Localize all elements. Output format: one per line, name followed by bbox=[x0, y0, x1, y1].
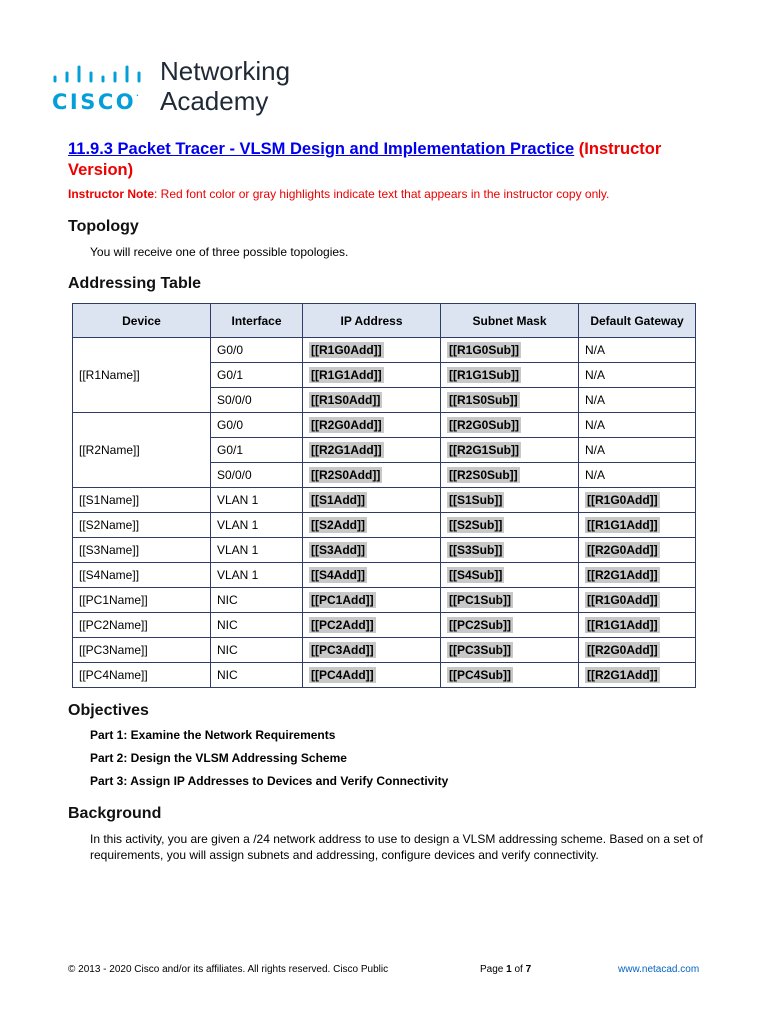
ip-cell: [[PC4Add]] bbox=[303, 663, 441, 688]
table-row bbox=[73, 513, 696, 538]
device-cell: [[S3Name]] bbox=[73, 538, 211, 563]
background-text: In this activity, you are given a /24 network address to use to design a VLSM addressing scheme. Based on a set of requirements, you will assign subnets and addressing, configure devices and verify connectivity. bbox=[90, 832, 703, 862]
mask-cell: [[R2G1Sub]] bbox=[441, 438, 579, 463]
interface-cell: G0/1 bbox=[211, 438, 303, 463]
mask-cell: [[R1G0Sub]] bbox=[441, 338, 579, 363]
objectives-heading: Objectives bbox=[68, 702, 149, 719]
gateway-cell: N/A bbox=[579, 413, 696, 438]
mask-cell: [[S2Sub]] bbox=[441, 513, 579, 538]
table-row bbox=[73, 538, 696, 563]
objective-item: Part 2: Design the VLSM Addressing Scheme bbox=[90, 751, 347, 765]
device-cell: [[PC3Name]] bbox=[73, 638, 211, 663]
background-heading: Background bbox=[68, 805, 162, 822]
device-cell: [[S1Name]] bbox=[73, 488, 211, 513]
logo-academy-text: Academy bbox=[160, 86, 269, 116]
title-version: (Instructor Version) bbox=[68, 140, 662, 179]
gateway-cell: N/A bbox=[579, 338, 696, 363]
mask-cell: [[R2S0Sub]] bbox=[441, 463, 579, 488]
gateway-cell: N/A bbox=[579, 363, 696, 388]
mask-cell: [[R1S0Sub]] bbox=[441, 388, 579, 413]
interface-cell: VLAN 1 bbox=[211, 538, 303, 563]
objective-item: Part 3: Assign IP Addresses to Devices and Verify Connectivity bbox=[90, 774, 449, 788]
device-cell: [[R1Name]] bbox=[73, 338, 211, 413]
mask-cell: [[PC4Sub]] bbox=[441, 663, 579, 688]
mask-cell: [[S1Sub]] bbox=[441, 488, 579, 513]
table-row bbox=[73, 638, 696, 663]
interface-cell: NIC bbox=[211, 663, 303, 688]
header-subnet-mask: Subnet Mask bbox=[441, 304, 579, 338]
page-title bbox=[68, 139, 718, 181]
table-row bbox=[73, 488, 696, 513]
mask-cell: [[S4Sub]] bbox=[441, 563, 579, 588]
instructor-note bbox=[68, 187, 609, 201]
interface-cell: S0/0/0 bbox=[211, 463, 303, 488]
ip-cell: [[S1Add]] bbox=[303, 488, 441, 513]
mask-cell: [[PC3Sub]] bbox=[441, 638, 579, 663]
table-row bbox=[73, 613, 696, 638]
gateway-cell: [[R2G1Add]] bbox=[579, 663, 696, 688]
gateway-cell: [[R1G1Add]] bbox=[579, 613, 696, 638]
gateway-cell: N/A bbox=[579, 438, 696, 463]
footer-url-link[interactable]: www.netacad.com bbox=[618, 964, 700, 975]
objectives-list bbox=[90, 728, 448, 797]
mask-cell: [[R2G0Sub]] bbox=[441, 413, 579, 438]
cisco-wordmark: CISCO. bbox=[52, 90, 139, 114]
gateway-cell: N/A bbox=[579, 388, 696, 413]
header-interface: Interface bbox=[211, 304, 303, 338]
cisco-bars-icon bbox=[52, 64, 146, 84]
device-cell: [[R2Name]] bbox=[73, 413, 211, 488]
device-cell: [[PC4Name]] bbox=[73, 663, 211, 688]
interface-cell: S0/0/0 bbox=[211, 388, 303, 413]
table-row bbox=[73, 563, 696, 588]
interface-cell: G0/0 bbox=[211, 338, 303, 363]
addressing-table bbox=[72, 303, 696, 688]
ip-cell: [[R1S0Add]] bbox=[303, 388, 441, 413]
topology-text: You will receive one of three possible topologies. bbox=[90, 245, 349, 259]
table-row bbox=[73, 338, 696, 363]
device-cell: [[PC2Name]] bbox=[73, 613, 211, 638]
mask-cell: [[PC2Sub]] bbox=[441, 613, 579, 638]
header-ip-address: IP Address bbox=[303, 304, 441, 338]
device-cell: [[S4Name]] bbox=[73, 563, 211, 588]
mask-cell: [[PC1Sub]] bbox=[441, 588, 579, 613]
ip-cell: [[R2S0Add]] bbox=[303, 463, 441, 488]
gateway-cell: [[R2G0Add]] bbox=[579, 538, 696, 563]
gateway-cell: N/A bbox=[579, 463, 696, 488]
interface-cell: NIC bbox=[211, 613, 303, 638]
gateway-cell: [[R1G0Add]] bbox=[579, 588, 696, 613]
title-link[interactable]: 11.9.3 Packet Tracer - VLSM Design and Implementation Practice bbox=[68, 140, 575, 158]
header-device: Device bbox=[73, 304, 211, 338]
device-cell: [[S2Name]] bbox=[73, 513, 211, 538]
table-row bbox=[73, 588, 696, 613]
mask-cell: [[S3Sub]] bbox=[441, 538, 579, 563]
gateway-cell: [[R1G1Add]] bbox=[579, 513, 696, 538]
ip-cell: [[PC1Add]] bbox=[303, 588, 441, 613]
ip-cell: [[PC3Add]] bbox=[303, 638, 441, 663]
footer-copyright: © 2013 - 2020 Cisco and/or its affiliates. All rights reserved. Cisco Public bbox=[68, 964, 389, 975]
interface-cell: G0/0 bbox=[211, 413, 303, 438]
interface-cell: NIC bbox=[211, 588, 303, 613]
ip-cell: [[S2Add]] bbox=[303, 513, 441, 538]
interface-cell: VLAN 1 bbox=[211, 563, 303, 588]
topology-heading: Topology bbox=[68, 218, 139, 235]
footer-page-number: Page 1 of 7 bbox=[480, 964, 532, 975]
objective-item: Part 1: Examine the Network Requirements bbox=[90, 728, 336, 742]
ip-cell: [[R1G0Add]] bbox=[303, 338, 441, 363]
header-default-gateway: Default Gateway bbox=[579, 304, 696, 338]
instructor-note-label: Instructor Note bbox=[68, 187, 155, 201]
ip-cell: [[S3Add]] bbox=[303, 538, 441, 563]
table-row bbox=[73, 663, 696, 688]
interface-cell: G0/1 bbox=[211, 363, 303, 388]
logo-networking-text: Networking bbox=[160, 56, 291, 86]
gateway-cell: [[R2G1Add]] bbox=[579, 563, 696, 588]
ip-cell: [[S4Add]] bbox=[303, 563, 441, 588]
interface-cell: VLAN 1 bbox=[211, 488, 303, 513]
instructor-note-text: : Red font color or gray highlights indicate text that appears in the instructor copy only. bbox=[154, 187, 610, 201]
ip-cell: [[PC2Add]] bbox=[303, 613, 441, 638]
mask-cell: [[R1G1Sub]] bbox=[441, 363, 579, 388]
ip-cell: [[R2G0Add]] bbox=[303, 413, 441, 438]
table-header-row bbox=[73, 304, 696, 338]
interface-cell: NIC bbox=[211, 638, 303, 663]
device-cell: [[PC1Name]] bbox=[73, 588, 211, 613]
ip-cell: [[R1G1Add]] bbox=[303, 363, 441, 388]
ip-cell: [[R2G1Add]] bbox=[303, 438, 441, 463]
addressing-table-heading: Addressing Table bbox=[68, 275, 202, 292]
interface-cell: VLAN 1 bbox=[211, 513, 303, 538]
table-row bbox=[73, 413, 696, 438]
gateway-cell: [[R1G0Add]] bbox=[579, 488, 696, 513]
gateway-cell: [[R2G0Add]] bbox=[579, 638, 696, 663]
